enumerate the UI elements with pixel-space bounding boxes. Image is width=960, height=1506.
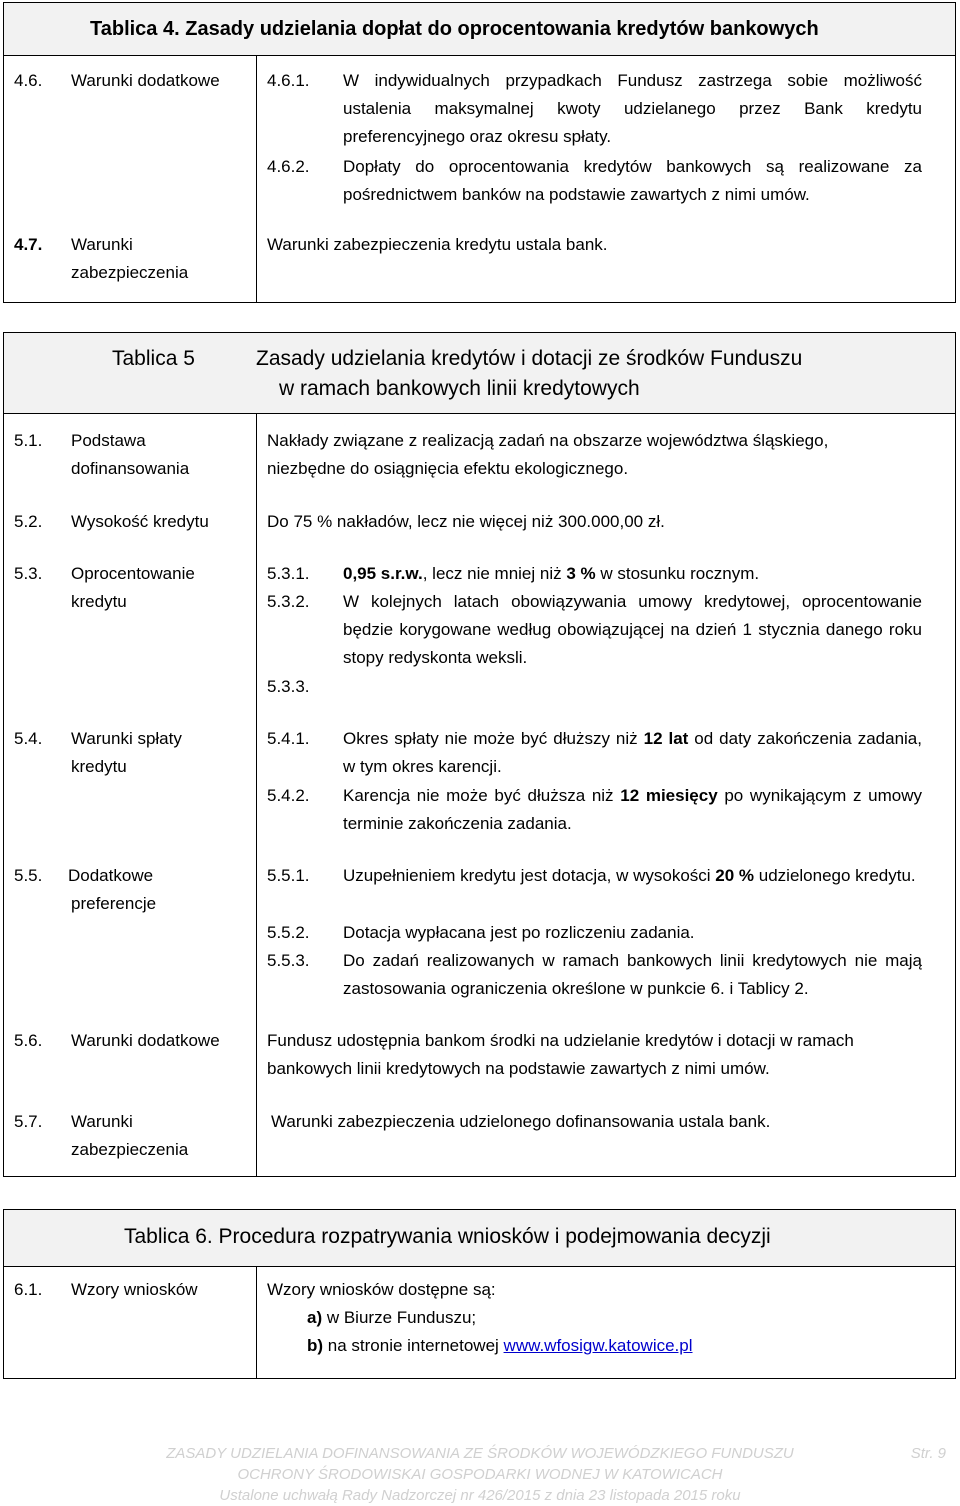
row-label [71, 725, 182, 781]
list-item [307, 1304, 476, 1332]
page-number: Str. 9 [910, 1445, 946, 1462]
row-label: Warunki dodatkowe [71, 71, 220, 90]
row-text: Wzory wniosków dostępne są: [267, 1280, 496, 1299]
subsidy-percent: 20 % [715, 866, 755, 885]
row-label [71, 427, 189, 483]
row-number: 5.2. [14, 512, 43, 531]
item-text: W kolejnych latach obowiązywania umowy kredytowej, oprocentowanie będzie korygowane według obowiązującej na dzień 1 stycznia danego roku stopy redyskonta weksli. [343, 592, 922, 667]
text-fragment: Uzupełnieniem kredytu jest dotacja, w wysokości [343, 866, 716, 885]
row-number: 4.7. [14, 235, 43, 254]
row-4-7 [4, 231, 955, 301]
row-number: 5.3. [14, 564, 43, 583]
item-number: 4.6.2. [267, 157, 310, 176]
row-number: 5.6. [14, 1031, 43, 1050]
row-number: 5.1. [14, 431, 43, 450]
item-text [343, 862, 922, 890]
item-number: 5.3.3. [267, 677, 310, 696]
row-label-line: kredytu [71, 757, 127, 776]
row-label-line: Warunki [71, 1112, 133, 1131]
list-item-text: w Biurze Funduszu; [322, 1308, 477, 1327]
list-item [307, 1332, 693, 1360]
row-label-line: zabezpieczenia [71, 1140, 189, 1159]
text-fragment: udzielonego kredytu. [754, 866, 916, 885]
table-5-title-line-1: Zasady udzielania kredytów i dotacji ze środków Funduszu [256, 347, 803, 370]
table-5-label: Tablica 5 [112, 347, 195, 370]
row-label-line: Warunki spłaty [71, 729, 182, 748]
row-label-line: Oprocentowanie [71, 564, 195, 583]
min-rate-value: 3 % [566, 564, 596, 583]
item-text [343, 560, 759, 588]
footer-line-3: Ustalone uchwałą Rady Nadzorczej nr 426/2015 z dnia 23 listopada 2015 roku [219, 1487, 741, 1504]
row-label: Warunki dodatkowe [71, 1031, 220, 1050]
text-fragment: w stosunku rocznym. [595, 564, 760, 583]
table-5-header [4, 333, 955, 414]
row-number: 5.7. [14, 1112, 43, 1131]
item-number: 5.3.1. [267, 564, 310, 583]
row-label [71, 1108, 188, 1164]
item-number: 5.5.2. [267, 923, 310, 942]
website-link[interactable]: www.wfosigw.katowice.pl [503, 1336, 693, 1355]
item-text [343, 725, 922, 781]
item-number: 4.6.1. [267, 71, 310, 90]
row-text: Fundusz udostępnia bankom środki na udzielanie kredytów i dotacji w ramach bankowych linii kredytowych na podstawie zawartych z nimi umów. [267, 1031, 854, 1078]
item-text: W indywidualnych przypadkach Fundusz zastrzega sobie możliwość ustalenia maksymalnej kwoty udzielanego przez Bank kredytu preferencyjnego oraz okresu spłaty. [343, 71, 922, 146]
item-number: 5.3.2. [267, 592, 310, 611]
text-fragment: od daty zakończenia zadania, w tym okres karencji. [343, 729, 922, 776]
row-number: 6.1. [14, 1280, 43, 1299]
item-number: 5.4.1. [267, 729, 310, 748]
row-label: Wzory wniosków [71, 1280, 198, 1299]
row-label [68, 862, 156, 918]
text-fragment: , lecz nie mniej niż [422, 564, 567, 583]
grace-period: 12 miesięcy [620, 786, 718, 805]
table-5 [3, 332, 956, 1177]
row-text: Nakłady związane z realizacją zadań na obszarze województwa śląskiego, niezbędne do osiągnięcia efektu ekologicznego. [267, 431, 829, 478]
item-number: 5.5.1. [267, 866, 310, 885]
footer-line-2: OCHRONY ŚRODOWISKAI GOSPODARKI WODNEJ W KATOWICACH [237, 1466, 723, 1483]
table-4-header [4, 3, 955, 56]
table-6 [3, 1209, 956, 1379]
item-text: Dopłaty do oprocentowania kredytów bankowych są realizowane za pośrednictwem banków na podstawie zawartych z nimi umów. [343, 157, 922, 204]
row-text: Do 75 % nakładów, lecz nie więcej niż 300.000,00 zł. [267, 512, 665, 531]
row-label-line: Warunki [71, 235, 133, 254]
repayment-period: 12 lat [643, 729, 689, 748]
item-text [343, 782, 922, 838]
table-4-title: Tablica 4. Zasady udzielania dopłat do oprocentowania kredytów bankowych [90, 18, 819, 40]
item-number: 5.5.3. [267, 951, 310, 970]
rate-value: 0,95 s.r.w. [343, 564, 423, 583]
row-number: 5.5. [14, 866, 43, 885]
item-text: Dotacja wypłacana jest po rozliczeniu zadania. [343, 923, 695, 942]
text-fragment: po wynikającym z umowy terminie zakończenia zadania. [343, 786, 922, 833]
item-text: Do zadań realizowanych w ramach bankowych linii kredytowych nie mają zastosowania ograniczenia określone w punkcie 6. i Tablicy 2. [343, 951, 922, 998]
list-marker: a) [307, 1308, 323, 1327]
table-5-title-line-2: w ramach bankowych linii kredytowych [279, 377, 640, 400]
row-label: Wysokość kredytu [71, 512, 209, 531]
list-item-text: na stronie internetowej [323, 1336, 504, 1355]
row-label [71, 231, 188, 287]
row-text: Warunki zabezpieczenia udzielonego dofinansowania ustala bank. [271, 1112, 771, 1131]
table-6-title: Tablica 6. Procedura rozpatrywania wniosków i podejmowania decyzji [124, 1225, 771, 1248]
footer-line-1: ZASADY UDZIELANIA DOFINANSOWANIA ZE ŚRODKÓW WOJEWÓDZKIEGO FUNDUSZU [166, 1445, 794, 1462]
row-text: Warunki zabezpieczenia kredytu ustala bank. [267, 235, 608, 254]
row-label [71, 560, 195, 616]
row-label-line: zabezpieczenia [71, 263, 189, 282]
row-label-line: Podstawa [71, 431, 146, 450]
text-fragment: Okres spłaty nie może być dłuższy niż [343, 729, 644, 748]
table-4 [3, 2, 956, 303]
table-6-header [4, 1210, 955, 1267]
row-label-line: preferencje [71, 894, 157, 913]
text-fragment: Karencja nie może być dłuższa niż [343, 786, 621, 805]
row-number: 4.6. [14, 71, 43, 90]
list-marker: b) [307, 1336, 324, 1355]
row-label-line: dofinansowania [71, 459, 190, 478]
row-number: 5.4. [14, 729, 43, 748]
row-label-line: kredytu [71, 592, 127, 611]
row-label-line: Dodatkowe [68, 866, 154, 885]
item-number: 5.4.2. [267, 786, 310, 805]
row-4-6 [4, 67, 955, 217]
